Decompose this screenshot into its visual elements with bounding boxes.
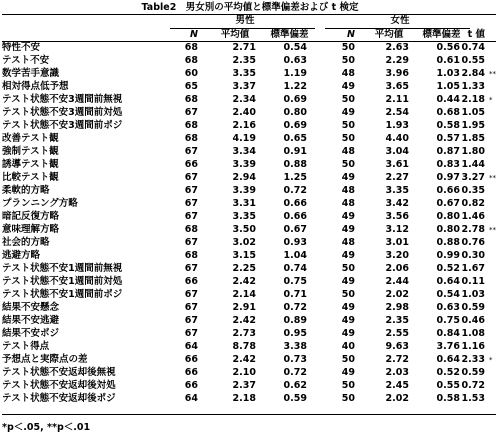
table-row (0, 341, 500, 354)
table-row (0, 42, 500, 55)
mean-female: 2.03 (385, 367, 409, 378)
table-row (0, 133, 500, 146)
sd-female: 0.52 (436, 263, 460, 274)
sd-female: 0.64 (436, 354, 460, 365)
row-label: テスト得点 (2, 341, 50, 352)
t-value: 0.59 (461, 367, 485, 378)
sd-male: 0.75 (283, 276, 307, 287)
mean-male: 2.25 (232, 263, 256, 274)
table-row (0, 120, 500, 133)
sd-male: 0.74 (283, 263, 307, 274)
sd-female: 0.88 (436, 237, 460, 248)
mean-male: 3.39 (232, 185, 256, 196)
sd-male: 0.73 (283, 354, 307, 365)
mean-male: 2.42 (232, 354, 256, 365)
n-female: 49 (341, 302, 355, 313)
row-label: 特性不安 (2, 42, 41, 53)
n-female: 49 (341, 250, 355, 261)
sd-male: 0.65 (283, 133, 307, 144)
row-label: テスト状態不安3週間前対処 (2, 107, 123, 118)
n-male: 67 (184, 263, 198, 274)
table-row (0, 211, 500, 224)
mean-female: 3.65 (385, 81, 409, 92)
n-female: 50 (341, 55, 355, 66)
header-t: t 値 (467, 29, 485, 40)
sd-female: 3.76 (436, 341, 460, 352)
header-n-male: N (190, 29, 198, 40)
row-label: テスト状態不安1週間前ポジ (2, 289, 123, 300)
sd-female: 0.80 (436, 211, 460, 222)
row-label: 社会的方略 (2, 237, 50, 248)
significance-mark: ** (489, 70, 496, 78)
t-value: 1.95 (461, 120, 485, 131)
mean-female: 2.72 (385, 354, 409, 365)
mean-male: 3.37 (232, 81, 256, 92)
mean-female: 2.45 (385, 380, 409, 391)
n-male: 68 (184, 250, 198, 261)
row-label: テスト状態不安1週間前無視 (2, 263, 123, 274)
sd-female: 0.58 (436, 393, 460, 404)
table-row (0, 159, 500, 172)
t-value: 1.53 (461, 393, 485, 404)
n-female: 48 (341, 198, 355, 209)
t-value: 1.67 (461, 263, 485, 274)
n-female: 49 (341, 315, 355, 326)
table-row (0, 263, 500, 276)
sd-female: 0.80 (436, 224, 460, 235)
n-female: 49 (341, 81, 355, 92)
sd-male: 0.54 (283, 42, 307, 53)
mean-female: 3.12 (385, 224, 409, 235)
sd-female: 0.56 (436, 42, 460, 53)
table-row (0, 81, 500, 94)
mean-female: 3.20 (385, 250, 409, 261)
mean-female: 3.42 (385, 198, 409, 209)
sd-male: 0.93 (283, 237, 307, 248)
table-row (0, 250, 500, 263)
t-value: 1.85 (461, 133, 485, 144)
t-value: 2.18 (461, 94, 485, 105)
mean-male: 8.78 (232, 341, 256, 352)
row-label: テスト状態不安1週間前対処 (2, 276, 123, 287)
table-row (0, 237, 500, 250)
t-value: 0.76 (461, 237, 485, 248)
n-male: 64 (184, 393, 198, 404)
n-female: 50 (341, 120, 355, 131)
table-row (0, 172, 500, 185)
mean-male: 2.40 (232, 107, 256, 118)
mean-male: 3.35 (232, 68, 256, 79)
sd-male: 0.62 (283, 380, 307, 391)
n-female: 50 (341, 263, 355, 274)
n-male: 68 (184, 120, 198, 131)
t-value: 0.82 (461, 198, 485, 209)
sd-female: 0.97 (436, 172, 460, 183)
n-female: 50 (341, 94, 355, 105)
mean-female: 9.63 (385, 341, 409, 352)
sd-male: 0.69 (283, 94, 307, 105)
n-male: 64 (184, 341, 198, 352)
sd-female: 0.83 (436, 159, 460, 170)
sd-female: 0.75 (436, 315, 460, 326)
mean-female: 2.02 (385, 393, 409, 404)
table-row (0, 380, 500, 393)
t-value: 3.27 (461, 172, 485, 183)
mean-female: 3.04 (385, 146, 409, 157)
sd-male: 0.72 (283, 302, 307, 313)
t-value: 1.08 (461, 328, 485, 339)
n-male: 68 (184, 94, 198, 105)
n-male: 66 (184, 380, 198, 391)
n-male: 66 (184, 354, 198, 365)
mean-male: 2.37 (232, 380, 256, 391)
sd-male: 1.25 (283, 172, 307, 183)
t-value: 2.33 (461, 354, 485, 365)
t-value: 2.84 (461, 68, 485, 79)
header-mean-male: 平均値 (220, 29, 250, 40)
mean-male: 3.34 (232, 146, 256, 157)
table-row (0, 224, 500, 237)
n-male: 66 (184, 276, 198, 287)
mean-male: 3.39 (232, 159, 256, 170)
n-female: 50 (341, 393, 355, 404)
sd-male: 0.71 (283, 289, 307, 300)
header-mean-female: 平均値 (374, 29, 404, 40)
n-male: 67 (184, 328, 198, 339)
mean-male: 4.19 (232, 133, 256, 144)
sd-male: 0.66 (283, 211, 307, 222)
row-label: 比較テスト観 (2, 172, 59, 183)
row-label: 数学苦手意識 (2, 68, 60, 79)
table-row (0, 107, 500, 120)
n-female: 49 (341, 211, 355, 222)
sd-female: 0.44 (436, 94, 460, 105)
row-label: 強制テスト観 (2, 146, 59, 157)
mean-male: 2.94 (232, 172, 256, 183)
sd-female: 0.61 (436, 55, 460, 66)
row-label: 結果不安懸念 (2, 302, 60, 313)
sd-female: 0.52 (436, 367, 460, 378)
mean-male: 2.18 (232, 393, 256, 404)
n-male: 68 (184, 55, 198, 66)
sd-female: 0.57 (436, 133, 460, 144)
sd-female: 1.03 (436, 68, 460, 79)
mean-male: 3.50 (232, 224, 256, 235)
sd-male: 0.89 (283, 315, 307, 326)
n-female: 50 (341, 42, 355, 53)
table-row (0, 198, 500, 211)
t-value: 1.46 (461, 211, 485, 222)
n-male: 67 (184, 302, 198, 313)
n-male: 60 (184, 68, 198, 79)
n-male: 67 (184, 146, 198, 157)
mean-female: 2.55 (385, 328, 409, 339)
mean-male: 2.16 (232, 120, 256, 131)
n-female: 48 (341, 237, 355, 248)
sd-male: 0.66 (283, 198, 307, 209)
header-female: 女性 (390, 15, 410, 26)
mean-female: 3.35 (385, 185, 409, 196)
table-title: Table2 男女別の平均値と標準偏差および t 検定 (141, 2, 359, 13)
mean-male: 2.73 (232, 328, 256, 339)
table-row (0, 302, 500, 315)
n-female: 50 (341, 289, 355, 300)
t-value: 2.78 (461, 224, 485, 235)
n-male: 67 (184, 315, 198, 326)
n-female: 49 (341, 276, 355, 287)
mean-female: 3.56 (385, 211, 409, 222)
significance-mark: ** (489, 226, 496, 234)
mean-female: 2.11 (385, 94, 409, 105)
sd-male: 0.59 (283, 393, 307, 404)
n-male: 67 (184, 107, 198, 118)
n-male: 68 (184, 133, 198, 144)
sd-female: 0.64 (436, 276, 460, 287)
n-male: 67 (184, 211, 198, 222)
row-label: テスト状態不安3週間前無視 (2, 94, 123, 105)
t-value: 0.55 (461, 55, 485, 66)
mean-female: 2.06 (385, 263, 409, 274)
sd-female: 0.66 (436, 185, 460, 196)
table-row (0, 276, 500, 289)
mean-female: 2.02 (385, 289, 409, 300)
sd-female: 1.05 (436, 81, 460, 92)
t-value: 1.05 (461, 107, 485, 118)
sd-male: 0.80 (283, 107, 307, 118)
n-male: 67 (184, 198, 198, 209)
mean-male: 3.31 (232, 198, 256, 209)
table-row (0, 68, 500, 81)
t-value: 0.46 (461, 315, 485, 326)
sd-female: 0.87 (436, 146, 460, 157)
mean-female: 2.54 (385, 107, 409, 118)
table-row (0, 289, 500, 302)
row-label: テスト状態不安返却後ポジ (2, 393, 116, 404)
row-label: 相対得点低予想 (2, 81, 69, 92)
row-label: 逃避方略 (2, 250, 41, 261)
n-female: 50 (341, 159, 355, 170)
t-value: 1.03 (461, 289, 485, 300)
n-male: 67 (184, 172, 198, 183)
n-male: 67 (184, 289, 198, 300)
mean-male: 2.91 (232, 302, 256, 313)
mean-female: 2.98 (385, 302, 409, 313)
sd-female: 0.58 (436, 120, 460, 131)
mean-male: 3.15 (232, 250, 256, 261)
mean-male: 2.71 (232, 42, 256, 53)
table-row (0, 354, 500, 367)
mean-male: 2.14 (232, 289, 256, 300)
sd-male: 0.72 (283, 367, 307, 378)
row-label: 結果不安逃避 (2, 315, 60, 326)
mean-male: 2.42 (232, 315, 256, 326)
row-label: テスト不安 (2, 55, 50, 66)
mean-male: 3.02 (232, 237, 256, 248)
sd-male: 0.95 (283, 328, 307, 339)
mean-female: 3.01 (385, 237, 409, 248)
table-row (0, 94, 500, 107)
mean-female: 4.40 (385, 133, 409, 144)
mean-male: 2.42 (232, 276, 256, 287)
mean-female: 3.61 (385, 159, 409, 170)
row-label: 誘導テスト観 (2, 159, 59, 170)
sd-female: 0.67 (436, 198, 460, 209)
mean-female: 2.29 (385, 55, 409, 66)
row-label: テスト状態不安返却後対処 (2, 380, 116, 391)
sd-male: 3.38 (283, 341, 307, 352)
n-male: 65 (184, 81, 198, 92)
sd-female: 0.68 (436, 107, 460, 118)
n-female: 49 (341, 107, 355, 118)
sd-male: 1.22 (283, 81, 307, 92)
t-value: 1.80 (461, 146, 485, 157)
mean-female: 3.96 (385, 68, 409, 79)
significance-mark: ** (489, 174, 496, 182)
n-male: 68 (184, 42, 198, 53)
n-female: 50 (341, 380, 355, 391)
table-row (0, 315, 500, 328)
significance-mark: * (489, 356, 493, 364)
footnote: *p＜.05, **p＜.01 (2, 422, 91, 433)
mean-female: 2.35 (385, 315, 409, 326)
header-male: 男性 (235, 15, 255, 26)
header-n-female: N (347, 29, 355, 40)
table-row (0, 367, 500, 380)
header-sd-male: 標準偏差 (270, 29, 309, 40)
significance-mark: * (489, 96, 493, 104)
mean-female: 2.44 (385, 276, 409, 287)
sd-female: 0.84 (436, 328, 460, 339)
n-male: 68 (184, 224, 198, 235)
row-label: 改善テスト観 (2, 133, 59, 144)
n-female: 50 (341, 133, 355, 144)
row-label: 柔軟的方略 (2, 185, 50, 196)
table-row (0, 185, 500, 198)
n-female: 49 (341, 172, 355, 183)
table-row (0, 146, 500, 159)
mean-male: 2.35 (232, 55, 256, 66)
n-female: 40 (341, 341, 355, 352)
t-value: 0.59 (461, 302, 485, 313)
mean-female: 1.93 (385, 120, 409, 131)
sd-male: 1.04 (283, 250, 307, 261)
sd-male: 0.67 (283, 224, 307, 235)
t-value: 0.72 (461, 380, 485, 391)
sd-female: 0.63 (436, 302, 460, 313)
n-female: 49 (341, 367, 355, 378)
n-female: 48 (341, 68, 355, 79)
row-label: 予想点と実際点の差 (2, 354, 88, 365)
row-label: プランニング方略 (2, 198, 78, 209)
sd-male: 0.91 (283, 146, 307, 157)
row-label: テスト状態不安返却後無視 (2, 367, 116, 378)
sd-male: 1.19 (283, 68, 307, 79)
t-value: 0.11 (461, 276, 485, 287)
n-female: 49 (341, 328, 355, 339)
sd-female: 0.55 (436, 380, 460, 391)
n-female: 48 (341, 185, 355, 196)
n-female: 48 (341, 146, 355, 157)
sd-male: 0.63 (283, 55, 307, 66)
t-value: 1.44 (461, 159, 485, 170)
mean-male: 3.35 (232, 211, 256, 222)
mean-female: 2.63 (385, 42, 409, 53)
n-male: 66 (184, 159, 198, 170)
sd-male: 0.88 (283, 159, 307, 170)
sd-female: 0.99 (436, 250, 460, 261)
header-sd-female: 標準偏差 (422, 29, 461, 40)
mean-male: 2.34 (232, 94, 256, 105)
t-value: 0.30 (461, 250, 485, 261)
n-male: 67 (184, 237, 198, 248)
sd-male: 0.69 (283, 120, 307, 131)
sd-female: 0.54 (436, 289, 460, 300)
row-label: テスト状態不安3週間前ポジ (2, 120, 123, 131)
sd-male: 0.72 (283, 185, 307, 196)
t-value: 0.74 (461, 42, 485, 53)
n-female: 49 (341, 224, 355, 235)
row-label: 暗記反復方略 (2, 211, 60, 222)
table-row (0, 55, 500, 68)
table-row (0, 328, 500, 341)
table-row (0, 393, 500, 406)
row-label: 意味理解方略 (2, 224, 60, 235)
t-value: 1.33 (461, 81, 485, 92)
n-male: 67 (184, 185, 198, 196)
mean-male: 2.10 (232, 367, 256, 378)
mean-female: 2.27 (385, 172, 409, 183)
t-value: 0.35 (461, 185, 485, 196)
t-value: 1.16 (461, 341, 485, 352)
n-female: 50 (341, 354, 355, 365)
row-label: 結果不安ポジ (2, 328, 60, 339)
n-male: 66 (184, 367, 198, 378)
bottom-rule (2, 414, 496, 415)
